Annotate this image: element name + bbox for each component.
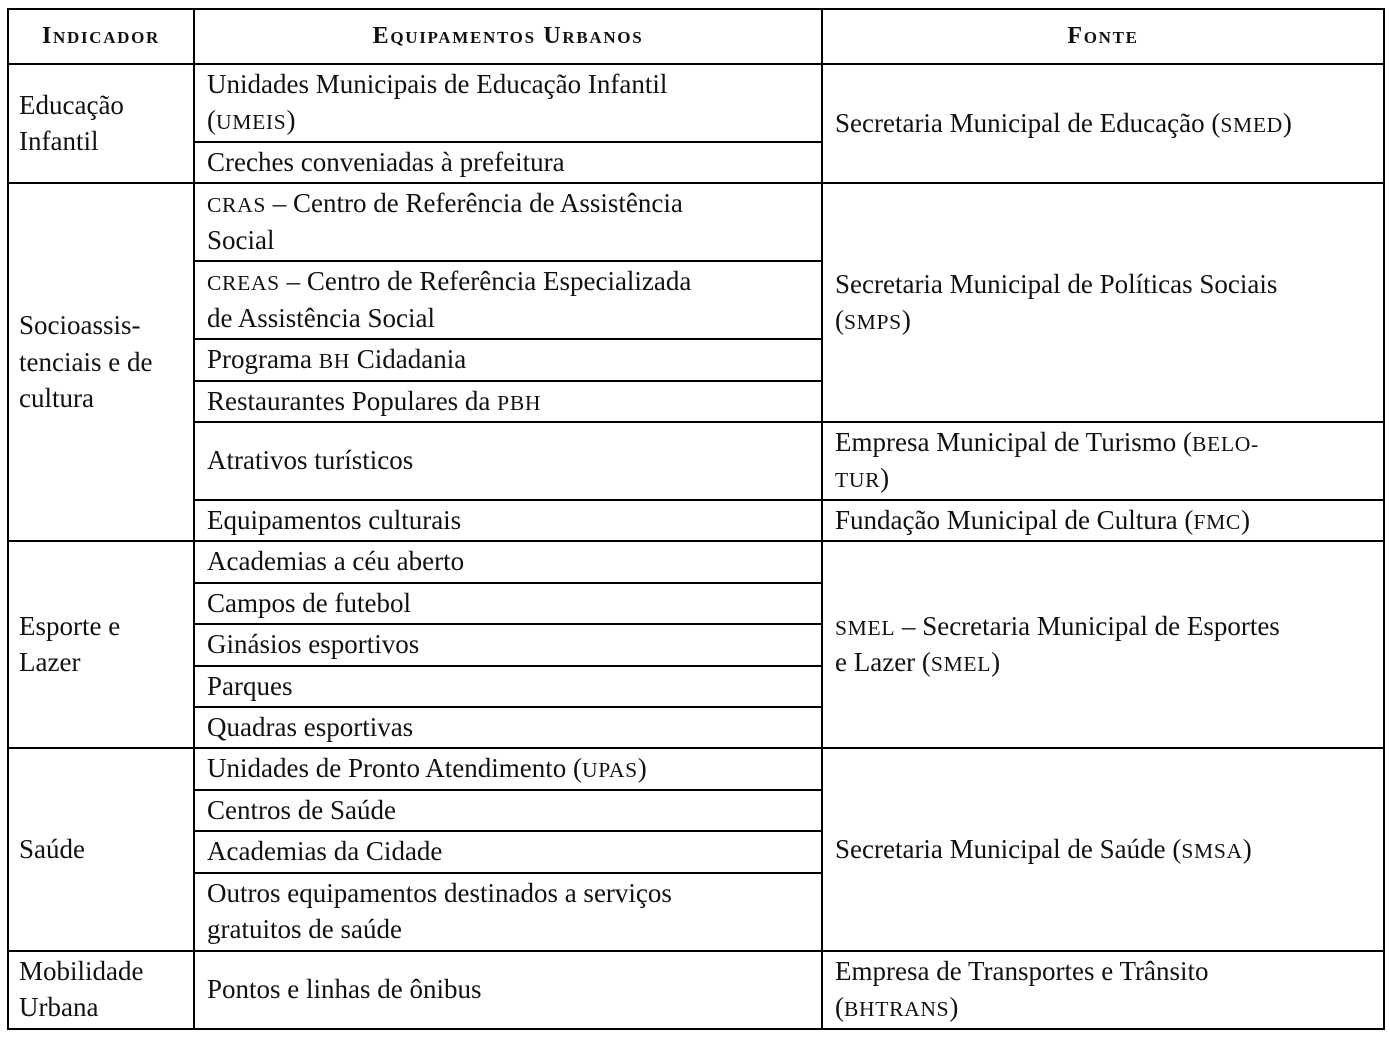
smallcaps-acronym: SMPS: [844, 310, 902, 335]
equipamento-cell: [194, 261, 822, 339]
text-segment: Urbana: [19, 992, 99, 1023]
text-segment: cultura: [19, 383, 94, 413]
equipamento-cell: [194, 183, 822, 261]
table-row: [8, 748, 1384, 789]
smallcaps-acronym: SMEL: [930, 652, 992, 677]
equipamento-cell: [194, 666, 822, 707]
indicador-cell: [8, 951, 194, 1029]
text-segment: e Lazer (: [835, 647, 931, 678]
text-segment: Atrativos turísticos: [207, 445, 414, 476]
text-segment: Ginásios esportivos: [207, 629, 420, 660]
text-segment: Academias a céu aberto: [207, 546, 465, 577]
table-row: [8, 951, 1384, 1029]
table-row: [8, 64, 1384, 142]
equipamento-cell: [194, 381, 822, 422]
smallcaps-acronym: BHTRANS: [844, 997, 950, 1022]
fonte-cell: [822, 748, 1384, 950]
text-segment: ): [901, 305, 911, 336]
text-segment: ): [1242, 833, 1252, 864]
equipamento-cell: [194, 707, 822, 748]
equipamento-cell: [194, 748, 822, 789]
table-row: [8, 422, 1384, 500]
text-segment: Lazer: [19, 647, 81, 678]
text-segment: ): [991, 647, 1001, 678]
fonte-cell: [822, 500, 1384, 541]
smallcaps-acronym: BH: [318, 349, 351, 374]
text-segment: Equipamentos culturais: [207, 504, 462, 535]
text-segment: Programa: [207, 344, 319, 375]
column-header-fonte: Fonte: [822, 9, 1384, 64]
equipamento-cell: [194, 624, 822, 665]
text-segment: gratuitos de saúde: [207, 914, 402, 945]
text-segment: Social: [207, 224, 275, 255]
text-segment: ): [1282, 107, 1292, 138]
equipamento-cell: [194, 831, 822, 872]
indicador-cell: [8, 748, 194, 950]
smallcaps-acronym: CRAS: [207, 193, 267, 218]
smallcaps-acronym: TUR: [835, 468, 881, 493]
column-header-indicador: Indicador: [8, 9, 194, 64]
fonte-cell: [822, 183, 1384, 422]
fonte-cell: [822, 541, 1384, 748]
text-segment: Pontos e linhas de ônibus: [207, 973, 482, 1004]
column-header-equipamentos: Equipamentos Urbanos: [194, 9, 822, 64]
text-segment: Secretaria Municipal de Saúde (: [835, 833, 1182, 864]
equipamento-cell: [194, 422, 822, 500]
text-segment: tenciais e de: [19, 346, 153, 377]
text-segment: Unidades Municipais de Educação Infantil: [207, 69, 668, 99]
text-segment: ): [949, 992, 959, 1023]
text-segment: de Assistência Social: [207, 302, 435, 333]
text-segment: – Centro de Referência Especializada: [279, 266, 692, 297]
text-segment: Secretaria Municipal de Políticas Sociais: [835, 268, 1278, 299]
text-segment: ): [286, 105, 296, 136]
text-segment: (: [835, 992, 844, 1023]
text-segment: ): [637, 753, 647, 784]
text-segment: Academias da Cidade: [207, 836, 443, 867]
text-segment: – Secretaria Municipal de Esportes: [895, 610, 1280, 641]
text-segment: ): [1240, 504, 1250, 535]
smallcaps-acronym: FMC: [1193, 509, 1241, 534]
indicators-table: [7, 8, 1385, 1030]
text-segment: Educação: [19, 89, 124, 120]
smallcaps-acronym: SMSA: [1181, 838, 1243, 863]
text-segment: Unidades de Pronto Atendimento (: [207, 753, 582, 784]
smallcaps-acronym: SMED: [1220, 112, 1283, 137]
table-row: [8, 183, 1384, 261]
equipamento-cell: [194, 873, 822, 951]
text-segment: (: [835, 305, 844, 336]
text-segment: Esporte e: [19, 610, 121, 641]
text-segment: Infantil: [19, 126, 99, 157]
table-header-row: [8, 9, 1384, 64]
text-segment: Parques: [207, 670, 293, 701]
equipamento-cell: [194, 951, 822, 1029]
text-segment: Mobilidade: [19, 955, 144, 986]
fonte-cell: [822, 422, 1384, 500]
smallcaps-acronym: CREAS: [207, 271, 280, 296]
table-row: [8, 500, 1384, 541]
equipamento-cell: [194, 339, 822, 380]
text-segment: Restaurantes Populares da: [207, 385, 498, 416]
text-segment: (: [207, 105, 216, 136]
indicador-cell: [8, 183, 194, 541]
text-segment: Socioassis-: [19, 310, 141, 341]
text-segment: Empresa Municipal de Turismo (: [835, 426, 1192, 457]
smallcaps-acronym: PBH: [497, 390, 542, 415]
fonte-cell: [822, 951, 1384, 1029]
indicador-cell: [8, 64, 194, 183]
equipamento-cell: [194, 790, 822, 831]
smallcaps-acronym: SMEL: [835, 615, 896, 640]
equipamento-cell: [194, 142, 822, 183]
equipamento-cell: [194, 541, 822, 582]
table-row: [8, 541, 1384, 582]
smallcaps-acronym: UMEIS: [216, 110, 287, 135]
smallcaps-acronym: BELO-: [1191, 431, 1259, 456]
fonte-cell: [822, 64, 1384, 183]
equipamento-cell: [194, 500, 822, 541]
text-segment: Secretaria Municipal de Educação (: [835, 107, 1221, 138]
text-segment: Outros equipamentos destinados a serviços: [207, 877, 672, 908]
text-segment: Empresa de Transportes e Trânsito: [835, 955, 1209, 986]
text-segment: Cidadania: [350, 344, 467, 375]
text-segment: Fundação Municipal de Cultura (: [835, 504, 1194, 535]
text-segment: Creches conveniadas à prefeitura: [207, 146, 565, 177]
smallcaps-acronym: UPAS: [581, 758, 638, 783]
text-segment: – Centro de Referência de Assistência: [266, 188, 683, 219]
text-segment: Quadras esportivas: [207, 712, 414, 742]
indicador-cell: [8, 541, 194, 748]
text-segment: Saúde: [19, 833, 85, 864]
text-segment: ): [880, 463, 890, 494]
text-segment: Centros de Saúde: [207, 794, 396, 825]
equipamento-cell: [194, 64, 822, 142]
equipamento-cell: [194, 583, 822, 624]
text-segment: Campos de futebol: [207, 587, 411, 618]
